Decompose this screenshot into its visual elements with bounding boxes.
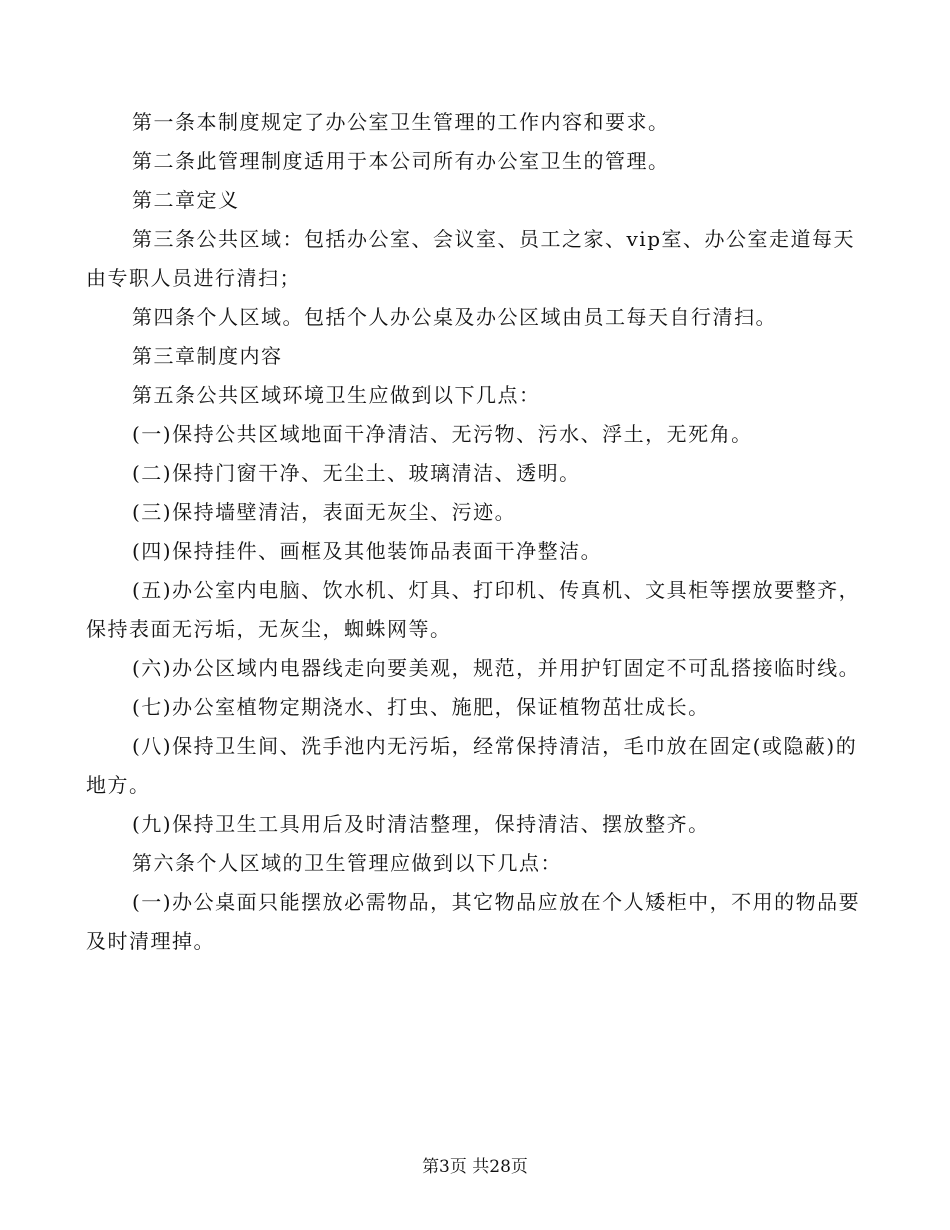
list-item: (一)保持公共区域地面干净清洁、无污物、污水、浮土，无死角。 bbox=[132, 422, 753, 446]
paragraph: 第一条本制度规定了办公室卫生管理的工作内容和要求。 bbox=[132, 110, 670, 134]
list-item: (五)办公室内电脑、饮水机、灯具、打印机、传真机、文具柜等摆放要整齐，保持表面无污垢，无灰尘，蜘蛛网等。 bbox=[86, 578, 861, 641]
document-body bbox=[86, 103, 866, 961]
list-item: (六)办公区域内电器线走向要美观，规范，并用护钉固定不可乱搭接临时线。 bbox=[132, 656, 861, 680]
paragraph: 第五条公共区域环境卫生应做到以下几点： bbox=[132, 383, 541, 407]
list-item: (三)保持墙壁清洁，表面无灰尘、污迹。 bbox=[132, 500, 517, 524]
page-number-footer: 第3页 共28页 bbox=[422, 1157, 528, 1177]
list-item: (四)保持挂件、画框及其他装饰品表面干净整洁。 bbox=[132, 539, 603, 563]
list-item: (八)保持卫生间、洗手池内无污垢，经常保持清洁，毛巾放在固定(或隐蔽)的地方。 bbox=[86, 734, 858, 797]
list-item: (二)保持门窗干净、无尘土、玻璃清洁、透明。 bbox=[132, 461, 581, 485]
paragraph: 第三条公共区域：包括办公室、会议室、员工之家、vip室、办公室走道每天由专职人员进行清扫； bbox=[86, 227, 855, 290]
list-item: (一)办公桌面只能摆放必需物品，其它物品应放在个人矮柜中，不用的物品要及时清理掉。 bbox=[86, 890, 861, 953]
paragraph: 第六条个人区域的卫生管理应做到以下几点： bbox=[132, 851, 562, 875]
paragraph: 第二条此管理制度适用于本公司所有办公室卫生的管理。 bbox=[132, 149, 670, 173]
chapter-heading: 第二章定义 bbox=[132, 188, 240, 212]
paragraph: 第四条个人区域。包括个人办公桌及办公区域由员工每天自行清扫。 bbox=[132, 305, 777, 329]
chapter-heading: 第三章制度内容 bbox=[132, 344, 283, 368]
list-item: (七)办公室植物定期浇水、打虫、施肥，保证植物茁壮成长。 bbox=[132, 695, 710, 719]
list-item: (九)保持卫生工具用后及时清洁整理，保持清洁、摆放整齐。 bbox=[132, 812, 710, 836]
